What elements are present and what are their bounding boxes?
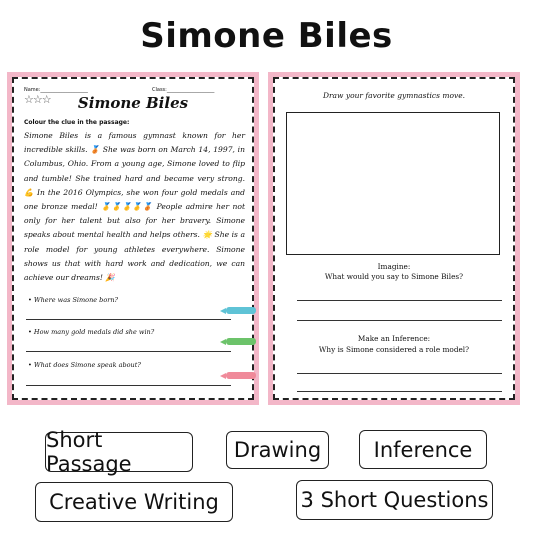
crayon-icon [226,372,256,379]
tag-short-questions: 3 Short Questions [296,480,493,520]
question-2: • How many gold medals did she win? [28,328,155,336]
instruction-text: Colour the clue in the passage: [24,119,130,126]
imagine-label: Imagine: [377,262,411,271]
answer-line [297,300,502,301]
drawing-box [286,112,500,255]
imagine-question: What would you say to Simone Biles? [324,272,464,281]
answer-line [297,320,502,321]
crayon-icon [226,307,256,314]
class-label: Class:___________________ [152,87,215,93]
inference-label: Make an Inference: [357,334,431,343]
crayon-icon [226,338,256,345]
name-label: Name:___________________ [24,87,88,93]
answer-line [26,319,231,320]
answer-line [297,373,502,374]
page-border [12,77,254,400]
answer-line [26,385,231,386]
answer-line [297,391,502,392]
main-title: Simone Biles [140,16,393,56]
tag-drawing: Drawing [226,431,329,469]
inference-question: Why is Simone considered a role model? [318,345,470,354]
worksheet-page-reading [7,72,259,405]
rating-stars-icon: ☆☆☆ [24,93,51,106]
page-border [273,77,515,400]
question-3: • What does Simone speak about? [28,361,141,369]
reading-passage: Simone Biles is a famous gymnast known for her incredible skills. 🥉 She was born on March 14, 1997, in Columbus, Ohio. From a young age, Simone loved to flip and tumble! She trained hard and became very strong. 💪 In the 2016 Olympics, she won four gold medals and one bronze medal! 🥇🥇🥇🥇🥉 People admire her not only for her talent but also for her bravery. Simone speaks about mental health and helps others. 🌟 She is a role model for young athletes everywhere. Simone shows us that with hard work and dedication, we can achieve our dreams! 🎉 [24,131,245,283]
tag-inference: Inference [359,430,487,469]
question-1: • Where was Simone born? [28,296,119,304]
answer-line [26,351,231,352]
worksheet-page-activities [268,72,520,405]
tag-short-passage: Short Passage [45,432,193,472]
draw-prompt: Draw your favorite gymnastics move. [322,91,466,100]
page-title: Simone Biles [77,94,189,112]
tag-creative-writing: Creative Writing [35,482,233,522]
